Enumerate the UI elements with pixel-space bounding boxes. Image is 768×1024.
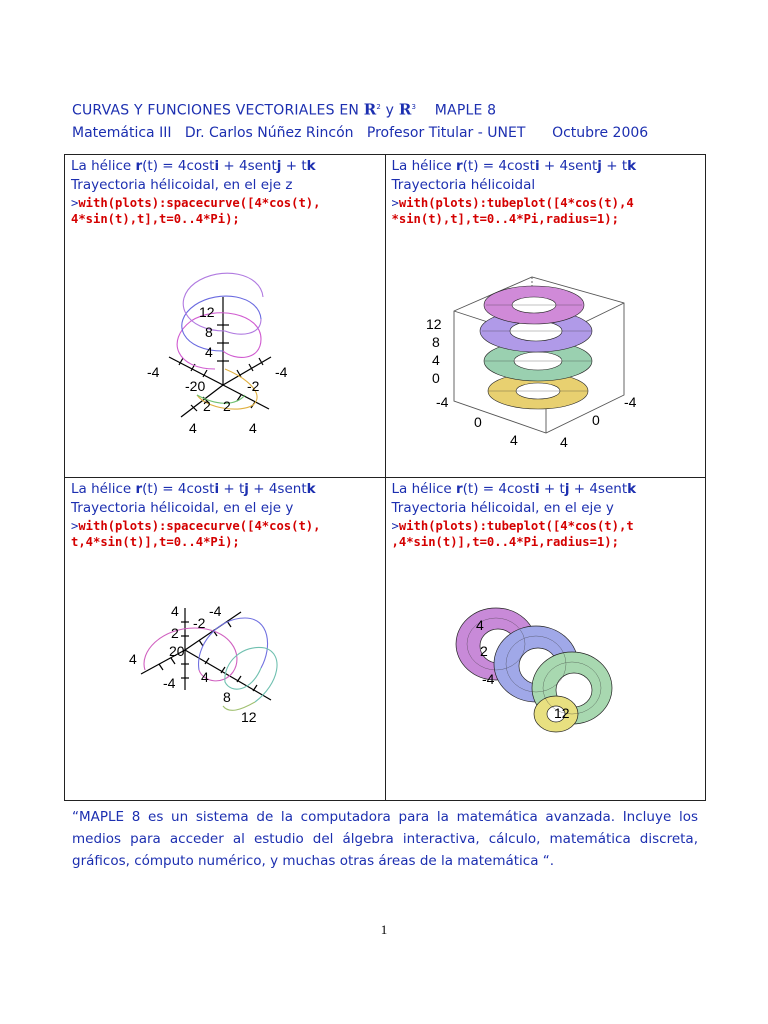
axis-tick-label: 4 — [189, 420, 197, 436]
axis-tick-label: 12 — [425, 316, 442, 332]
cell-title: La hélice r(t) = 4costi + 4sentj + tk — [391, 158, 637, 174]
axis-tick-label: 2 — [479, 643, 488, 659]
axis-tick-label: 4 — [129, 651, 137, 667]
real-numbers-symbol-3: R — [398, 100, 412, 119]
axis-tick-label: 8 — [223, 689, 231, 705]
cell-subtitle: Trayectoria hélicoidal, en el eje z — [71, 177, 293, 193]
maple-code: >with(plots):spacecurve([4*cos(t), t,4*sin(t)],t=0..4*Pi); — [71, 519, 321, 549]
real-numbers-symbol: R — [363, 100, 377, 119]
cell-title: La hélice r(t) = 4costi + tj + 4sentk — [71, 481, 316, 497]
axis-tick-label: 2 — [223, 398, 231, 414]
maple-code: >with(plots):spacecurve([4*cos(t), 4*sin(t),t],t=0..4*Pi); — [71, 196, 321, 226]
cell-helix-z-tubeplot — [385, 155, 705, 478]
header-and: y — [381, 102, 399, 119]
axis-tick-label: -4 — [163, 675, 176, 691]
axis-tick-label: 2 — [203, 398, 211, 414]
axis-tick-label: 4 — [475, 617, 484, 633]
tubeplot-plot-z — [386, 155, 706, 477]
axis-tick-label: 4 — [559, 434, 568, 450]
header-maple: MAPLE 8 — [434, 102, 497, 119]
cell-subtitle: Trayectoria hélicoidal, en el eje y — [391, 500, 614, 516]
axis-tick-label: -4 — [147, 364, 160, 380]
axis-tick-label: 8 — [431, 334, 440, 350]
maple-quote: “MAPLE 8 es un sistema de la computadora para la matemática avanzada. Incluye los medios para acceder al estudio del álgebra interactiva, cálculo, matemática discreta, gráficos, cómputo numérico, y muchas otras áreas de la matemática “. — [72, 809, 698, 869]
axis-tick-label: -4 — [623, 394, 636, 410]
cell-helix-z-spacecurve — [65, 155, 386, 478]
axis-tick-label: -4 — [435, 394, 448, 410]
spacecurve-plot-z — [65, 155, 385, 477]
axis-tick-label: 20 — [169, 643, 185, 659]
axis-tick-label: 4 — [205, 344, 213, 360]
axis-tick-label: -20 — [185, 378, 206, 394]
axis-tick-label: -4 — [209, 603, 222, 619]
cell-subtitle: Trayectoria hélicoidal, en el eje y — [71, 500, 294, 516]
axis-tick-label: -4 — [275, 364, 288, 380]
examples-table — [64, 154, 706, 801]
axis-tick-label: -4 — [481, 671, 494, 687]
maple-code: >with(plots):tubeplot([4*cos(t),t ,4*sin(t)],t=0..4*Pi,radius=1); — [391, 519, 634, 549]
axis-tick-label: 4 — [201, 669, 209, 685]
axis-tick-label: 4 — [249, 420, 257, 436]
exponent-2: 2 — [376, 103, 382, 111]
cell-subtitle: Trayectoria hélicoidal — [391, 177, 536, 193]
axis-tick-label: -2 — [247, 378, 260, 394]
cell-title: La hélice r(t) = 4costi + tj + 4sentk — [391, 481, 637, 497]
axis-tick-label: 12 — [241, 709, 257, 725]
tubeplot-plot-y — [386, 478, 706, 800]
axis-tick-label: 12 — [199, 304, 215, 320]
page-number: 1 — [380, 922, 388, 937]
spacecurve-plot-y — [65, 478, 385, 800]
axis-tick-label: 12 — [553, 705, 570, 721]
header-title: CURVAS Y FUNCIONES VECTORIALES EN — [72, 102, 364, 119]
document-header — [72, 96, 648, 144]
cell-helix-y-tubeplot — [385, 478, 705, 801]
axis-tick-label: 4 — [509, 432, 518, 448]
axis-tick-label: 0 — [473, 414, 482, 430]
axis-tick-label: 8 — [205, 324, 213, 340]
exponent-3: 3 — [411, 103, 417, 111]
header-title-line — [72, 96, 648, 122]
cell-title: La hélice r(t) = 4costi + 4sentj + tk — [71, 158, 316, 174]
axis-tick-label: 2 — [171, 625, 179, 641]
axis-tick-label: 0 — [591, 412, 600, 428]
axis-tick-label: 4 — [171, 603, 179, 619]
header-author-line: Matemática III Dr. Carlos Núñez Rincón Profesor Titular - UNET Octubre 2006 — [72, 124, 649, 141]
cell-helix-y-spacecurve — [65, 478, 386, 801]
maple-code: >with(plots):tubeplot([4*cos(t),4 *sin(t),t],t=0..4*Pi,radius=1); — [391, 196, 634, 226]
axis-tick-label: -2 — [193, 615, 206, 631]
axis-tick-label: 0 — [431, 370, 440, 386]
axis-tick-label: 4 — [431, 352, 440, 368]
